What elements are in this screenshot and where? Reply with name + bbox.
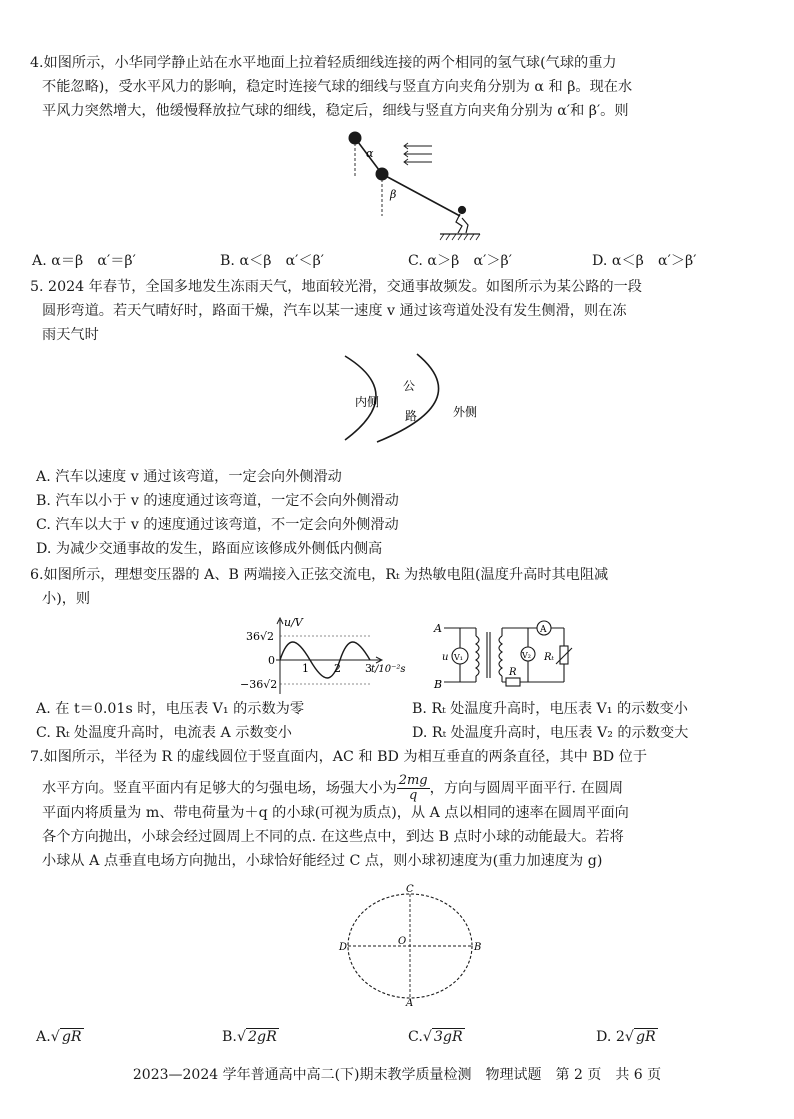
outer-edge-curve xyxy=(377,354,439,442)
fraction-numerator: 2mg xyxy=(398,773,428,788)
graph-ymin-label: −36√2 xyxy=(240,678,278,691)
q7-option-d[interactable] xyxy=(596,1026,658,1048)
sqrt-icon: √ xyxy=(50,1029,60,1045)
balloon-lower-icon xyxy=(376,168,389,181)
q5-stem-line2: 圆形弯道。若天气晴好时，路面干燥，汽车以某一速度 v 通过该弯道处没有发生侧滑，则在冻 xyxy=(42,303,627,319)
point-c-label: C xyxy=(406,884,414,895)
ground-hatch xyxy=(440,234,480,240)
sqrt-icon: √ xyxy=(422,1029,432,1045)
voltage-u-label: u xyxy=(442,652,449,663)
point-b-label: B xyxy=(474,942,482,953)
q6-transformer-circuit xyxy=(432,620,572,692)
q7-option-a[interactable] xyxy=(36,1026,84,1048)
secondary-coil-icon xyxy=(499,636,502,676)
person-icon xyxy=(456,207,468,234)
q7-option-c[interactable] xyxy=(408,1026,465,1048)
q7-stem-line2 xyxy=(42,774,623,803)
q7-stem-line1: 7.如图所示，半径为 R 的虚线圆位于竖直面内，AC 和 BD 为相互垂直的两条直径，其中 BD 位于 xyxy=(30,749,648,765)
primary-coil-icon xyxy=(476,636,479,676)
q7-circle-figure xyxy=(335,884,485,1008)
q5-option-a[interactable]: A. 汽车以速度 v 通过该弯道，一定会向外侧滑动 xyxy=(36,469,342,485)
q7-option-d-prefix: D. 2 xyxy=(596,1029,625,1045)
graph-xlabel: t/10⁻²s xyxy=(371,664,406,675)
point-a-label: A xyxy=(406,998,414,1009)
graph-x2-label: 2 xyxy=(334,662,341,675)
q6-option-d[interactable]: D. Rₜ 处温度升高时，电压表 V₂ 的示数变大 xyxy=(412,725,689,741)
q7-stem-line5: 小球从 A 点垂直电场方向抛出，小球恰好能经过 C 点，则小球初速度为(重力加速度为 g) xyxy=(42,853,603,869)
outer-side-label: 外侧 xyxy=(453,405,478,419)
resistor-r-icon xyxy=(506,678,520,686)
q6-option-c[interactable]: C. Rₜ 处温度升高时，电流表 A 示数变小 xyxy=(36,725,292,741)
v2-label: V₂ xyxy=(522,651,531,660)
thermistor-icon xyxy=(560,646,568,664)
q7-stem-line2-b: ，方向与圆周平面平行. 在圆周 xyxy=(429,780,624,797)
rt-label: Rₜ xyxy=(544,652,554,663)
q7-option-b-radicand: 2gR xyxy=(247,1029,277,1045)
q4-stem-line2: 不能忽略)，受水平风力的影响，稳定时连接气球的细线与竖直方向夹角分别为 α 和 β。现在水 xyxy=(42,79,633,95)
q7-stem-line2-a: 水平方向。竖直平面内有足够大的匀强电场，场强大小为 xyxy=(42,780,397,797)
q7-option-c-prefix: C. xyxy=(408,1029,423,1045)
graph-x3-label: 3 xyxy=(365,662,372,675)
q4-option-a[interactable]: A. α＝β α′＝β′ xyxy=(32,253,136,269)
angle-beta-label: β xyxy=(390,188,397,201)
q6-stem-line1: 6.如图所示，理想变压器的 A、B 两端接入正弦交流电，Rₜ 为热敏电阻(温度升高时其电阻减 xyxy=(30,567,609,583)
point-o-label: O xyxy=(398,936,407,947)
q5-road-figure xyxy=(335,350,505,445)
q7-stem-line4: 各个方向抛出，小球会经过圆周上不同的点. 在这些点中，到达 B 点时小球的动能最大。若将 xyxy=(42,829,624,845)
q6-stem-line2: 小)，则 xyxy=(42,591,91,607)
q4-option-c[interactable]: C. α＞β α′＞β′ xyxy=(408,253,512,269)
q5-stem-line3: 雨天气时 xyxy=(42,327,99,343)
field-strength-fraction xyxy=(397,774,430,803)
sqrt-icon: √ xyxy=(236,1029,246,1045)
q5-option-d[interactable]: D. 为减少交通事故的发生，路面应该修成外侧低内侧高 xyxy=(36,541,383,557)
q7-option-a-prefix: A. xyxy=(36,1029,51,1045)
q7-option-d-radicand: gR xyxy=(635,1029,656,1045)
graph-ylabel: u/V xyxy=(284,616,303,629)
q4-balloon-figure xyxy=(340,126,480,246)
terminal-b-label: B xyxy=(434,678,443,691)
inner-side-label: 内侧 xyxy=(355,395,380,409)
q4-stem-line3: 平风力突然增大，他缓慢释放拉气球的细线，稳定后，细线与竖直方向夹角分别为 α′和 β′。则 xyxy=(42,103,629,119)
balloon-upper-icon xyxy=(349,132,362,145)
q6-voltage-graph xyxy=(232,614,406,696)
graph-zero-label: 0 xyxy=(268,654,275,667)
ammeter-label: A xyxy=(540,625,547,635)
q7-option-b-prefix: B. xyxy=(222,1029,237,1045)
graph-ymax-label: 36√2 xyxy=(246,630,275,643)
q6-option-b[interactable]: B. Rₜ 处温度升高时，电压表 V₁ 的示数变小 xyxy=(412,701,688,717)
q4-option-d[interactable]: D. α＜β α′＞β′ xyxy=(592,253,697,269)
page-footer: 2023—2024 学年普通高中高二(下)期末教学质量检测 物理试题 第 2 页 共 6 页 xyxy=(132,1067,662,1083)
v1-label: V₁ xyxy=(454,653,463,662)
q5-option-c[interactable]: C. 汽车以大于 v 的速度通过该弯道，不一定会向外侧滑动 xyxy=(36,517,399,533)
terminal-a-label: A xyxy=(434,622,442,635)
r-label: R xyxy=(509,667,517,678)
graph-x1-label: 1 xyxy=(302,662,309,675)
q5-stem-line1: 5. 2024 年春节，全国多地发生冻雨天气，地面较光滑，交通事故频发。如图所示为某公路的一段 xyxy=(30,279,642,295)
road-label-2: 路 xyxy=(405,409,418,423)
q7-option-b[interactable] xyxy=(222,1026,279,1048)
q6-option-a[interactable]: A. 在 t＝0.01s 时，电压表 V₁ 的示数为零 xyxy=(36,701,305,717)
angle-alpha-label: α xyxy=(366,147,374,160)
q7-option-c-radicand: 3gR xyxy=(433,1029,463,1045)
q5-option-b[interactable]: B. 汽车以小于 v 的速度通过该弯道，一定不会向外侧滑动 xyxy=(36,493,399,509)
wind-arrows-icon xyxy=(404,143,432,165)
q4-stem-line1: 4.如图所示，小华同学静止站在水平地面上拉着轻质细线连接的两个相同的氢气球(气球的重力 xyxy=(30,55,617,71)
sqrt-icon: √ xyxy=(624,1029,634,1045)
fraction-denominator: q xyxy=(409,788,418,803)
point-d-label: D xyxy=(339,942,348,953)
road-label-1: 公 xyxy=(403,379,416,393)
q4-option-b[interactable]: B. α＜β α′＜β′ xyxy=(220,253,325,269)
q7-stem-line3: 平面内将质量为 m、带电荷量为＋q 的小球(可视为质点)，从 A 点以相同的速率在圆周平面向 xyxy=(42,805,629,821)
q7-option-a-radicand: gR xyxy=(61,1029,82,1045)
